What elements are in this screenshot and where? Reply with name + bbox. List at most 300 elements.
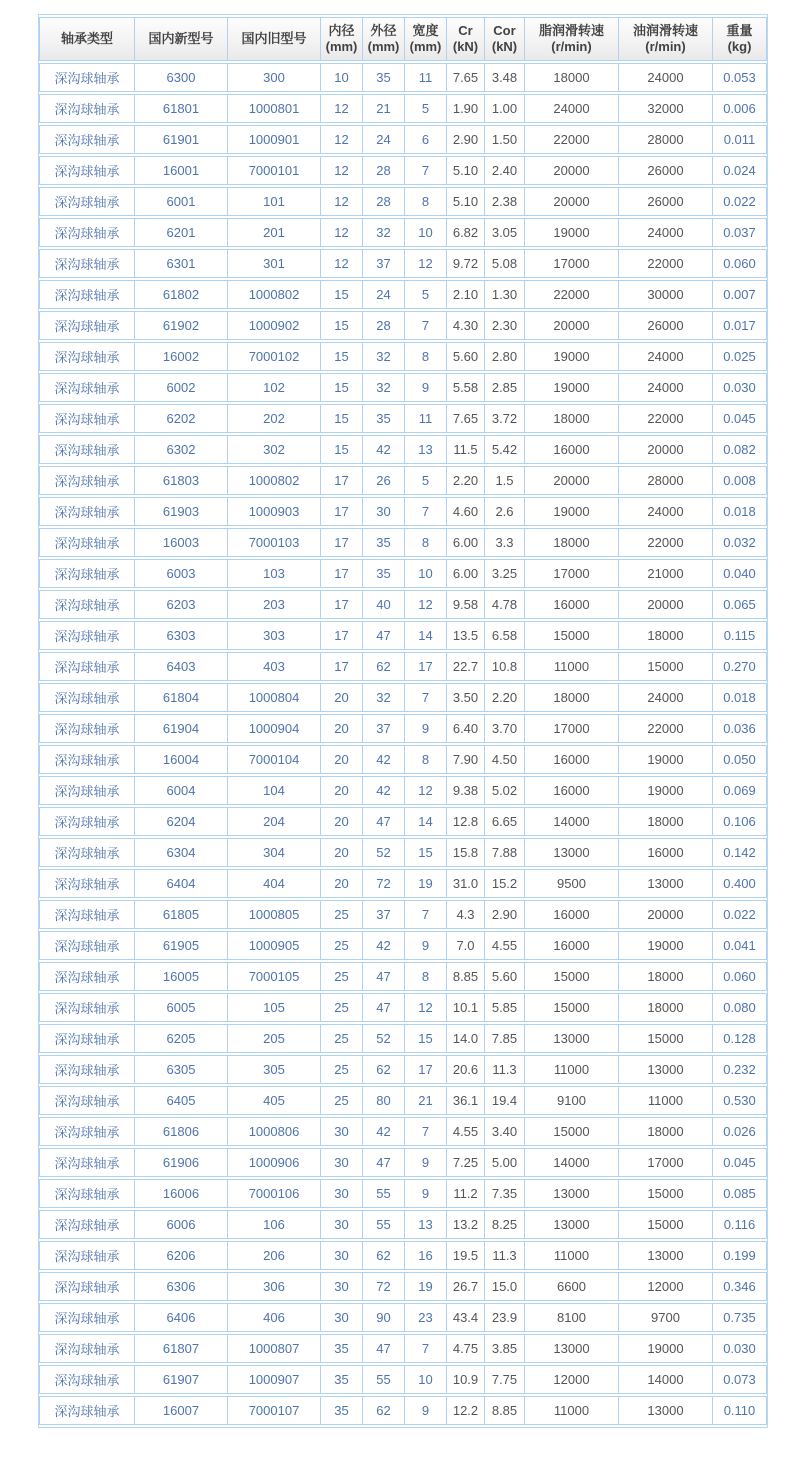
- cell: 8: [404, 528, 446, 557]
- cell: 4.3: [446, 900, 484, 929]
- cell: 23.9: [484, 1303, 524, 1332]
- cell: 105: [227, 993, 320, 1022]
- cell: 14: [404, 621, 446, 650]
- cell: 6002: [134, 373, 227, 402]
- cell: 深沟球轴承: [39, 931, 134, 960]
- cell: 1000906: [227, 1148, 320, 1177]
- cell: 7000105: [227, 962, 320, 991]
- cell: 深沟球轴承: [39, 311, 134, 340]
- cell: 3.05: [484, 218, 524, 247]
- cell: 202: [227, 404, 320, 433]
- header-label: 宽度: [412, 23, 439, 38]
- cell: 6.82: [446, 218, 484, 247]
- cell: 16003: [134, 528, 227, 557]
- cell: 8.85: [484, 1396, 524, 1425]
- cell: 13: [404, 435, 446, 464]
- table-row: [39, 590, 767, 619]
- cell: 18000: [524, 683, 618, 712]
- cell: 13000: [524, 1334, 618, 1363]
- cell: 0.008: [712, 466, 767, 495]
- cell: 61801: [134, 94, 227, 123]
- cell: 6006: [134, 1210, 227, 1239]
- cell: 15: [320, 404, 362, 433]
- cell: 7000103: [227, 528, 320, 557]
- cell: 12: [320, 249, 362, 278]
- cell: 1000904: [227, 714, 320, 743]
- cell: 6203: [134, 590, 227, 619]
- cell: 19: [404, 869, 446, 898]
- table-row: [39, 993, 767, 1022]
- cell: 7.88: [484, 838, 524, 867]
- cell: 15: [404, 1024, 446, 1053]
- cell: 2.90: [484, 900, 524, 929]
- table-row: [39, 900, 767, 929]
- cell: 6201: [134, 218, 227, 247]
- table-row: [39, 807, 767, 836]
- cell: 15.8: [446, 838, 484, 867]
- cell: 深沟球轴承: [39, 1024, 134, 1053]
- cell: 16007: [134, 1396, 227, 1425]
- cell: 7000104: [227, 745, 320, 774]
- cell: 5.08: [484, 249, 524, 278]
- table-row: [39, 311, 767, 340]
- cell: 13: [404, 1210, 446, 1239]
- cell: 14000: [524, 807, 618, 836]
- cell: 6003: [134, 559, 227, 588]
- cell: 206: [227, 1241, 320, 1270]
- cell: 47: [362, 807, 404, 836]
- cell: 0.025: [712, 342, 767, 371]
- cell: 6204: [134, 807, 227, 836]
- cell: 11.3: [484, 1241, 524, 1270]
- cell: 24000: [618, 497, 712, 526]
- cell: 17000: [524, 714, 618, 743]
- cell: 15: [320, 311, 362, 340]
- cell: 深沟球轴承: [39, 373, 134, 402]
- cell: 22000: [524, 125, 618, 154]
- cell: 20000: [524, 466, 618, 495]
- cell: 16: [404, 1241, 446, 1270]
- table-row: [39, 621, 767, 650]
- cell: 1000802: [227, 280, 320, 309]
- cell: 5: [404, 466, 446, 495]
- cell: 0.022: [712, 900, 767, 929]
- cell: 深沟球轴承: [39, 94, 134, 123]
- cell: 20: [320, 714, 362, 743]
- cell: 15: [320, 280, 362, 309]
- cell: 1000901: [227, 125, 320, 154]
- cell: 5: [404, 280, 446, 309]
- cell: 19000: [524, 342, 618, 371]
- cell: 10.8: [484, 652, 524, 681]
- cell: 0.115: [712, 621, 767, 650]
- cell: 0.017: [712, 311, 767, 340]
- cell: 7: [404, 311, 446, 340]
- cell: 35: [320, 1334, 362, 1363]
- cell: 0.069: [712, 776, 767, 805]
- cell: 0.065: [712, 590, 767, 619]
- cell: 61804: [134, 683, 227, 712]
- cell: 28000: [618, 466, 712, 495]
- cell: 11: [404, 404, 446, 433]
- cell: 深沟球轴承: [39, 1272, 134, 1301]
- table-row: [39, 838, 767, 867]
- cell: 深沟球轴承: [39, 156, 134, 185]
- cell: 13000: [524, 1179, 618, 1208]
- cell: 5.00: [484, 1148, 524, 1177]
- cell: 17: [320, 466, 362, 495]
- cell: 13.2: [446, 1210, 484, 1239]
- cell: 16001: [134, 156, 227, 185]
- cell: 12: [404, 590, 446, 619]
- table-row: [39, 125, 767, 154]
- cell: 0.110: [712, 1396, 767, 1425]
- table-row: [39, 187, 767, 216]
- cell: 8: [404, 962, 446, 991]
- cell: 深沟球轴承: [39, 1396, 134, 1425]
- cell: 203: [227, 590, 320, 619]
- cell: 11: [404, 63, 446, 92]
- header-unit: (r/min): [551, 39, 592, 54]
- cell: 19000: [618, 1334, 712, 1363]
- cell: 30: [362, 497, 404, 526]
- table-header: [39, 17, 767, 61]
- cell: 43.4: [446, 1303, 484, 1332]
- cell: 16000: [524, 931, 618, 960]
- header-unit: (mm): [367, 39, 400, 54]
- cell: 19.5: [446, 1241, 484, 1270]
- cell: 深沟球轴承: [39, 249, 134, 278]
- cell: 20000: [524, 187, 618, 216]
- cell: 4.30: [446, 311, 484, 340]
- cell: 17: [404, 652, 446, 681]
- cell: 2.85: [484, 373, 524, 402]
- cell: 32: [362, 342, 404, 371]
- cell: 12: [320, 94, 362, 123]
- cell: 0.085: [712, 1179, 767, 1208]
- cell: 15000: [618, 1179, 712, 1208]
- header-cell: [712, 17, 767, 61]
- cell: 0.037: [712, 218, 767, 247]
- cell: 7.75: [484, 1365, 524, 1394]
- cell: 0.400: [712, 869, 767, 898]
- cell: 37: [362, 249, 404, 278]
- cell: 18000: [618, 962, 712, 991]
- cell: 5.10: [446, 187, 484, 216]
- cell: 8: [404, 187, 446, 216]
- cell: 0.040: [712, 559, 767, 588]
- cell: 1.5: [484, 466, 524, 495]
- cell: 7: [404, 1334, 446, 1363]
- cell: 16000: [524, 776, 618, 805]
- cell: 25: [320, 1086, 362, 1115]
- header-label: 外径: [370, 23, 397, 38]
- cell: 0.128: [712, 1024, 767, 1053]
- cell: 深沟球轴承: [39, 342, 134, 371]
- cell: 12: [404, 993, 446, 1022]
- table-row: [39, 342, 767, 371]
- cell: 42: [362, 1117, 404, 1146]
- cell: 6403: [134, 652, 227, 681]
- cell: 0.199: [712, 1241, 767, 1270]
- cell: 1000907: [227, 1365, 320, 1394]
- cell: 11000: [524, 1055, 618, 1084]
- cell: 26: [362, 466, 404, 495]
- cell: 28: [362, 156, 404, 185]
- cell: 4.78: [484, 590, 524, 619]
- cell: 15: [320, 373, 362, 402]
- cell: 25: [320, 962, 362, 991]
- cell: 15000: [524, 962, 618, 991]
- cell: 0.007: [712, 280, 767, 309]
- cell: 5.58: [446, 373, 484, 402]
- cell: 7.65: [446, 63, 484, 92]
- cell: 106: [227, 1210, 320, 1239]
- header-cell: [484, 17, 524, 61]
- cell: 7: [404, 156, 446, 185]
- header-cell: [320, 17, 362, 61]
- cell: 12: [404, 249, 446, 278]
- cell: 35: [362, 559, 404, 588]
- cell: 深沟球轴承: [39, 559, 134, 588]
- cell: 8.85: [446, 962, 484, 991]
- cell: 18000: [618, 1117, 712, 1146]
- cell: 103: [227, 559, 320, 588]
- cell: 104: [227, 776, 320, 805]
- cell: 11000: [618, 1086, 712, 1115]
- cell: 7.25: [446, 1148, 484, 1177]
- cell: 6300: [134, 63, 227, 92]
- cell: 0.060: [712, 249, 767, 278]
- table-row: [39, 1365, 767, 1394]
- cell: 7: [404, 900, 446, 929]
- cell: 9500: [524, 869, 618, 898]
- cell: 90: [362, 1303, 404, 1332]
- table-row: [39, 559, 767, 588]
- table-row: [39, 1179, 767, 1208]
- cell: 6206: [134, 1241, 227, 1270]
- cell: 16000: [524, 900, 618, 929]
- cell: 6.00: [446, 528, 484, 557]
- cell: 13.5: [446, 621, 484, 650]
- cell: 18000: [524, 528, 618, 557]
- cell: 20: [320, 869, 362, 898]
- cell: 深沟球轴承: [39, 590, 134, 619]
- cell: 11.2: [446, 1179, 484, 1208]
- table-row: [39, 869, 767, 898]
- cell: 3.25: [484, 559, 524, 588]
- cell: 深沟球轴承: [39, 1117, 134, 1146]
- cell: 7: [404, 1117, 446, 1146]
- cell: 9.58: [446, 590, 484, 619]
- cell: 0.073: [712, 1365, 767, 1394]
- cell: 19000: [618, 776, 712, 805]
- cell: 61902: [134, 311, 227, 340]
- cell: 30: [320, 1303, 362, 1332]
- cell: 15.0: [484, 1272, 524, 1301]
- cell: 17000: [524, 249, 618, 278]
- cell: 24000: [618, 218, 712, 247]
- table-row: [39, 1210, 767, 1239]
- cell: 25: [320, 900, 362, 929]
- cell: 102: [227, 373, 320, 402]
- table-row: [39, 1396, 767, 1425]
- table-row: [39, 962, 767, 991]
- cell: 10: [404, 559, 446, 588]
- cell: 12: [320, 218, 362, 247]
- cell: 深沟球轴承: [39, 528, 134, 557]
- cell: 2.6: [484, 497, 524, 526]
- header-label: 脂润滑转速: [538, 23, 604, 38]
- cell: 35: [320, 1365, 362, 1394]
- cell: 11.5: [446, 435, 484, 464]
- header-row: [39, 17, 767, 61]
- table-row: [39, 373, 767, 402]
- table-row: [39, 1117, 767, 1146]
- cell: 1.00: [484, 94, 524, 123]
- cell: 5.85: [484, 993, 524, 1022]
- cell: 2.30: [484, 311, 524, 340]
- header-cell: [524, 17, 618, 61]
- cell: 深沟球轴承: [39, 621, 134, 650]
- cell: 10: [404, 1365, 446, 1394]
- header-cell: [227, 17, 320, 61]
- cell: 305: [227, 1055, 320, 1084]
- cell: 62: [362, 1396, 404, 1425]
- table-row: [39, 435, 767, 464]
- cell: 21000: [618, 559, 712, 588]
- table-row: [39, 1303, 767, 1332]
- cell: 302: [227, 435, 320, 464]
- cell: 12000: [618, 1272, 712, 1301]
- cell: 24000: [618, 63, 712, 92]
- table-row: [39, 404, 767, 433]
- header-label: Cr: [458, 23, 473, 38]
- cell: 20000: [524, 156, 618, 185]
- cell: 300: [227, 63, 320, 92]
- header-label: 内径: [328, 23, 355, 38]
- cell: 6404: [134, 869, 227, 898]
- cell: 深沟球轴承: [39, 1241, 134, 1270]
- cell: 7000101: [227, 156, 320, 185]
- cell: 2.80: [484, 342, 524, 371]
- header-unit: (kg): [727, 39, 752, 54]
- cell: 13000: [524, 1024, 618, 1053]
- cell: 9.72: [446, 249, 484, 278]
- cell: 32: [362, 218, 404, 247]
- cell: 深沟球轴承: [39, 714, 134, 743]
- cell: 17000: [618, 1148, 712, 1177]
- cell: 42: [362, 776, 404, 805]
- cell: 28: [362, 311, 404, 340]
- cell: 0.026: [712, 1117, 767, 1146]
- cell: 0.346: [712, 1272, 767, 1301]
- table-row: [39, 1241, 767, 1270]
- cell: 22000: [618, 249, 712, 278]
- table-row: [39, 218, 767, 247]
- cell: 47: [362, 1148, 404, 1177]
- cell: 13000: [618, 1055, 712, 1084]
- table-row: [39, 745, 767, 774]
- cell: 0.018: [712, 683, 767, 712]
- cell: 3.40: [484, 1117, 524, 1146]
- cell: 5.10: [446, 156, 484, 185]
- cell: 6306: [134, 1272, 227, 1301]
- cell: 深沟球轴承: [39, 187, 134, 216]
- cell: 9: [404, 714, 446, 743]
- cell: 16000: [524, 590, 618, 619]
- cell: 16005: [134, 962, 227, 991]
- cell: 6304: [134, 838, 227, 867]
- cell: 16004: [134, 745, 227, 774]
- header-label: 国内旧型号: [241, 31, 307, 46]
- cell: 0.024: [712, 156, 767, 185]
- cell: 1000804: [227, 683, 320, 712]
- cell: 14000: [618, 1365, 712, 1394]
- cell: 0.022: [712, 187, 767, 216]
- header-label: Cor: [493, 23, 516, 38]
- cell: 9: [404, 1396, 446, 1425]
- cell: 9100: [524, 1086, 618, 1115]
- cell: 3.3: [484, 528, 524, 557]
- cell: 16006: [134, 1179, 227, 1208]
- cell: 21: [404, 1086, 446, 1115]
- cell: 7.85: [484, 1024, 524, 1053]
- cell: 30: [320, 1148, 362, 1177]
- cell: 204: [227, 807, 320, 836]
- cell: 15: [404, 838, 446, 867]
- cell: 10.1: [446, 993, 484, 1022]
- cell: 4.55: [484, 931, 524, 960]
- cell: 0.116: [712, 1210, 767, 1239]
- cell: 30: [320, 1210, 362, 1239]
- cell: 30000: [618, 280, 712, 309]
- cell: 26000: [618, 187, 712, 216]
- cell: 47: [362, 621, 404, 650]
- table-body: [39, 63, 767, 1425]
- cell: 15000: [618, 1024, 712, 1053]
- cell: 9: [404, 373, 446, 402]
- cell: 20: [320, 683, 362, 712]
- cell: 20: [320, 776, 362, 805]
- cell: 7: [404, 683, 446, 712]
- cell: 0.041: [712, 931, 767, 960]
- cell: 61803: [134, 466, 227, 495]
- cell: 深沟球轴承: [39, 745, 134, 774]
- cell: 深沟球轴承: [39, 1303, 134, 1332]
- header-label: 重量: [726, 23, 753, 38]
- cell: 11000: [524, 1396, 618, 1425]
- cell: 22000: [618, 528, 712, 557]
- cell: 深沟球轴承: [39, 683, 134, 712]
- cell: 7000107: [227, 1396, 320, 1425]
- cell: 62: [362, 652, 404, 681]
- cell: 406: [227, 1303, 320, 1332]
- header-unit: (mm): [409, 39, 442, 54]
- table-row: [39, 497, 767, 526]
- cell: 304: [227, 838, 320, 867]
- cell: 1000902: [227, 311, 320, 340]
- header-cell: [618, 17, 712, 61]
- cell: 深沟球轴承: [39, 962, 134, 991]
- cell: 72: [362, 869, 404, 898]
- cell: 18000: [618, 621, 712, 650]
- cell: 16002: [134, 342, 227, 371]
- cell: 20: [320, 838, 362, 867]
- cell: 30: [320, 1241, 362, 1270]
- cell: 25: [320, 993, 362, 1022]
- cell: 0.735: [712, 1303, 767, 1332]
